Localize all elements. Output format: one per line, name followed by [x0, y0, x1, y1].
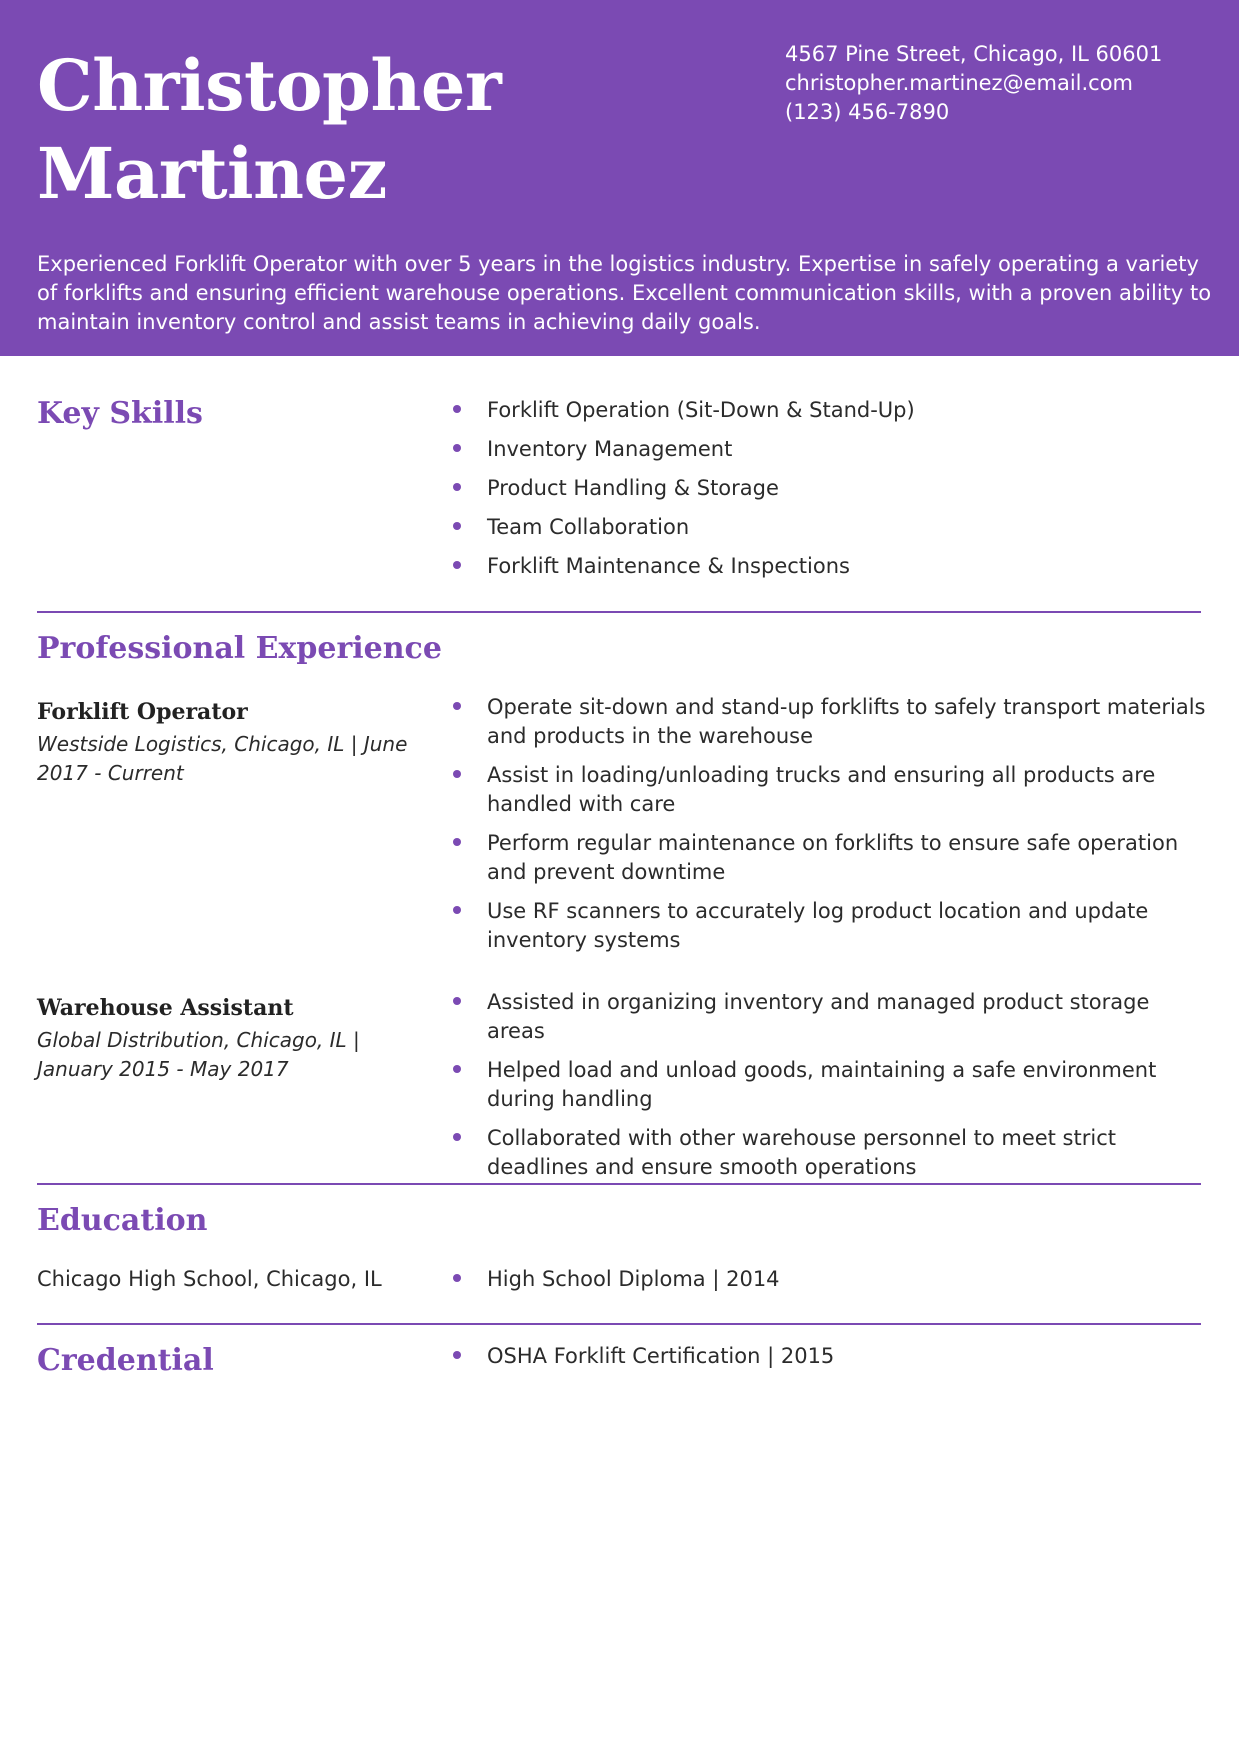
education-heading: Education	[37, 1203, 208, 1238]
skill-item: Inventory Management	[450, 435, 1210, 464]
skill-item: Forklift Operation (Sit-Down & Stand-Up)	[450, 396, 1210, 425]
contact-email: christopher.martinez@email.com	[785, 71, 1134, 95]
education-school: Chicago High School, Chicago, IL	[37, 1267, 382, 1291]
job-meta-westside: Westside Logistics, Chicago, IL | June 2017 - Current	[37, 732, 408, 785]
resume-header	[0, 0, 1239, 356]
skill-item: Forklift Maintenance & Inspections	[450, 552, 1210, 581]
section-divider	[37, 1183, 1201, 1185]
job-bullet: Use RF scanners to accurately log product location and update inventory systems	[450, 897, 1210, 955]
credential-heading: Credential	[37, 1343, 214, 1378]
job-bullets-warehouse-assistant	[450, 988, 1210, 1192]
job-bullets-forklift-operator	[450, 693, 1210, 965]
job-meta-global: Global Distribution, Chicago, IL | January 2015 - May 2017	[37, 1028, 360, 1081]
job-bullet: Assist in loading/unloading trucks and ensuring all products are handled with care	[450, 761, 1210, 819]
skills-heading: Key Skills	[37, 396, 203, 431]
candidate-name	[37, 42, 657, 218]
experience-heading: Professional Experience	[37, 631, 442, 666]
job-bullet: Assisted in organizing inventory and managed product storage areas	[450, 988, 1210, 1046]
credential-list	[450, 1342, 1210, 1371]
contact-phone: (123) 456-7890	[785, 100, 950, 124]
credential-item: OSHA Forklift Certification | 2015	[450, 1342, 1210, 1371]
skill-item: Product Handling & Storage	[450, 474, 1210, 503]
name-first: Christopher	[37, 44, 502, 127]
job-bullet: Operate sit-down and stand-up forklifts to safely transport materials and products in the warehouse	[450, 693, 1210, 751]
skill-item: Team Collaboration	[450, 513, 1210, 542]
section-divider	[37, 1323, 1201, 1325]
section-divider	[37, 611, 1201, 613]
job-title-forklift-operator: Forklift Operator	[37, 699, 248, 725]
job-bullet: Perform regular maintenance on forklifts to ensure safe operation and prevent downtime	[450, 829, 1210, 887]
name-last: Martinez	[37, 132, 387, 215]
skills-list	[450, 396, 1210, 591]
contact-info	[785, 40, 1225, 127]
job-bullet: Helped load and unload goods, maintaining a safe environment during handling	[450, 1056, 1210, 1114]
professional-summary: Experienced Forklift Operator with over 5 years in the logistics industry. Expertise in safely operating a variety of forklifts and ensuring efficient warehouse operations. Excellent communication skills, with a proven ability to maintain inventory control and assist teams in achieving daily goals.	[37, 252, 1212, 334]
job-bullet: Collaborated with other warehouse personnel to meet strict deadlines and ensure smooth operations	[450, 1124, 1210, 1182]
job-title-warehouse-assistant: Warehouse Assistant	[37, 995, 294, 1021]
contact-address: 4567 Pine Street, Chicago, IL 60601	[785, 42, 1163, 66]
education-list	[450, 1265, 1210, 1294]
education-item: High School Diploma | 2014	[450, 1265, 1210, 1294]
